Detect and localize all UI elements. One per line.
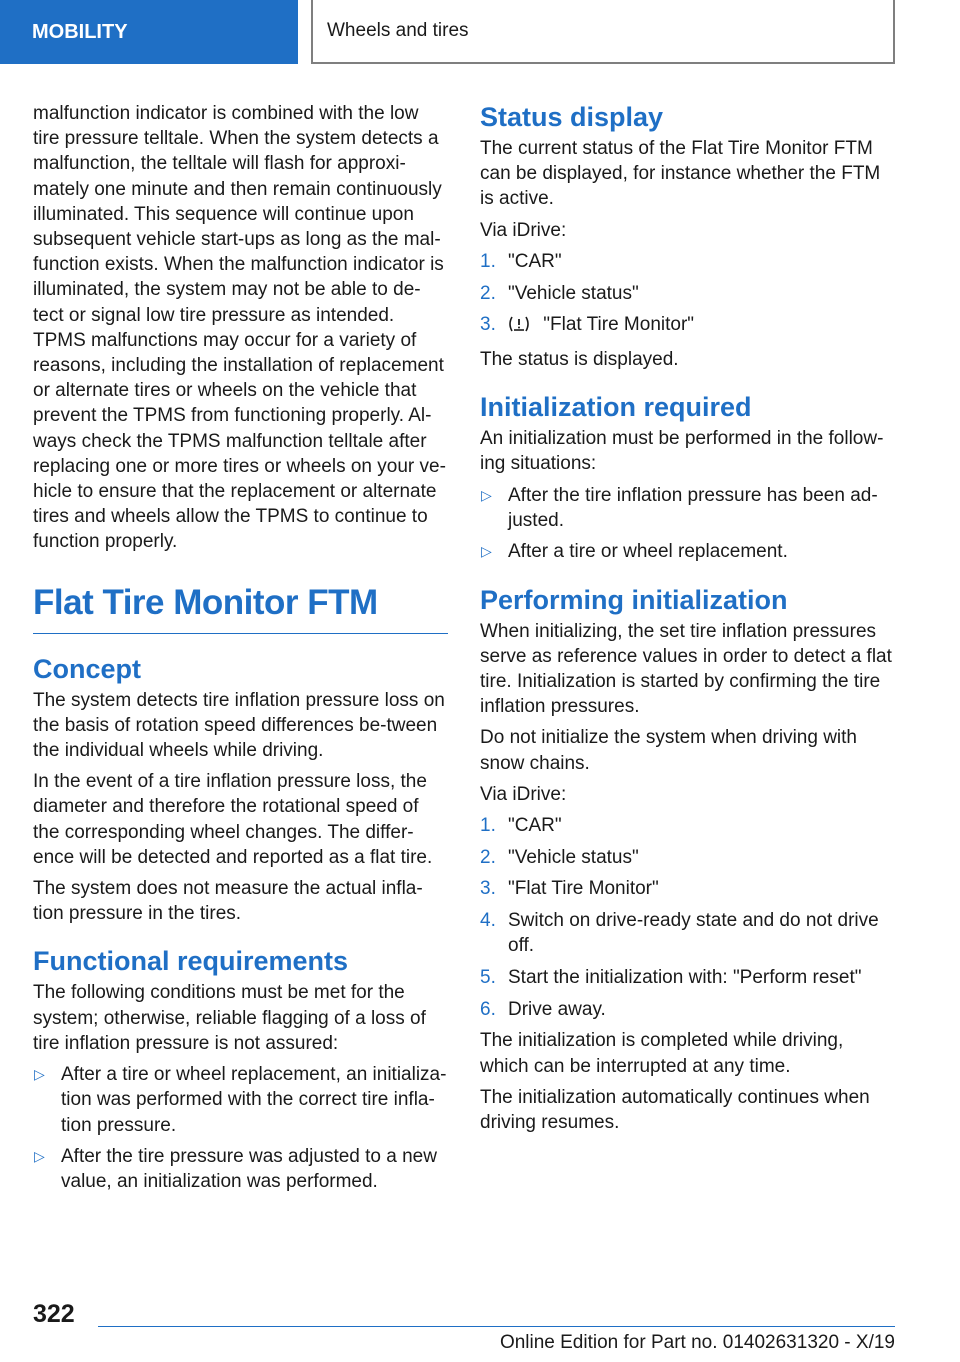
step-number: 1. (480, 815, 496, 837)
list-item (480, 483, 895, 533)
step-number: 4. (480, 910, 496, 932)
concept-paragraph: In the event of a tire inflation pressure loss, the diameter and therefore the rotational speed of the corresponding wheel changes. The differ-ence will be detected and reported as a flat tire. (33, 771, 433, 868)
step-text: "Flat Tire Monitor" (543, 314, 695, 336)
closing-paragraph: The initialization is completed while driving, which can be interrupted at any time. (480, 1030, 844, 1077)
step-text: "Flat Tire Monitor" (508, 878, 659, 900)
init-required-paragraph: An initialization must be performed in the follow-ing situations: (480, 428, 884, 475)
step-text: Drive away. (508, 998, 606, 1020)
page-number: 322 (33, 1300, 75, 1328)
init-required-bullet-list (480, 483, 895, 565)
step-text: Start the initialization with: "Perform reset" (508, 967, 862, 989)
list-item (480, 845, 895, 870)
list-item (480, 965, 895, 990)
list-item (480, 908, 895, 958)
concept-heading: Concept (33, 653, 141, 684)
step-text: "Vehicle status" (508, 282, 639, 304)
step-number: 3. (480, 878, 496, 900)
list-item-text: After a tire or wheel replacement, an initializa-tion was performed with the correct tire infla-tion pressure. (61, 1064, 447, 1136)
list-item (480, 312, 895, 340)
status-paragraph: The current status of the Flat Tire Monitor FTM can be displayed, for instance whether the FTM is active. (480, 138, 881, 210)
via-idrive-label: Via iDrive: (480, 219, 567, 241)
list-item-text: After the tire inflation pressure has been ad-justed. (508, 484, 878, 531)
list-item (480, 249, 895, 274)
functional-bullet-list (33, 1062, 448, 1195)
list-item (480, 813, 895, 838)
footer-divider (98, 1326, 895, 1327)
closing-paragraph: The initialization automatically continues when driving resumes. (480, 1086, 870, 1134)
via-idrive-label: Via iDrive: (480, 783, 567, 805)
list-item-text: After the tire pressure was adjusted to a new value, an initialization was performed. (61, 1146, 437, 1193)
initialization-required-heading: Initialization required (480, 392, 752, 423)
step-number: 3. (480, 314, 496, 336)
list-item-text: After a tire or wheel replacement. (508, 541, 788, 563)
step-text: Switch on drive-ready state and do not drive off. (508, 910, 879, 957)
step-text: "CAR" (508, 815, 562, 837)
list-item (33, 1062, 448, 1138)
footer-edition: Online Edition for Part no. 01402631320 - X/19 (499, 1332, 895, 1353)
intro-paragraph: malfunction indicator is combined with the low tire pressure telltale. When the system detects a malfunction, the telltale will flash for approxi-mately one minute and then remain continuously illuminated. This sequence will continue upon subsequent vehicle start-ups as long as the mal-function exists. When the malfunction indicator is illuminated, the system may not be able to de-tect or signal low tire pressure as intended. TPMS malfunctions may occur for a variety of reasons, including the installation of replacement or alternate tires or wheels on the vehicle that prevent the TPMS from functioning properly. Al-ways check the TPMS malfunction telltale after replacing one or more tires or wheels on your ve-hicle to ensure that the replacement or alternate tires and wheels allow the TPMS to continue to function properly. (33, 103, 446, 553)
concept-paragraph: The system does not measure the actual infla-tion pressure in the tires. (33, 878, 423, 925)
triangle-bullet-icon: ▷ (481, 543, 492, 560)
triangle-bullet-icon: ▷ (34, 1148, 45, 1165)
performing-paragraph: When initializing, the set tire inflation pressures serve as reference values in order to detect a flat tire. Initialization is started by confirming the tire inflation pressures. (480, 620, 892, 718)
step-text: "Vehicle status" (508, 846, 639, 868)
functional-requirements-heading: Functional requirements (33, 946, 349, 977)
triangle-bullet-icon: ▷ (481, 486, 492, 503)
left-column (33, 101, 448, 1201)
right-column (480, 101, 895, 1141)
performing-initialization-heading: Performing initialization (480, 584, 788, 615)
chapter-title: Wheels and tires (311, 0, 895, 64)
performing-steps-list (480, 813, 895, 1022)
list-item (480, 876, 895, 901)
status-steps-list (480, 249, 895, 341)
step-number: 2. (480, 846, 496, 868)
step-number: 2. (480, 282, 496, 304)
tire-pressure-warning-icon (508, 315, 530, 340)
step-number: 1. (480, 250, 496, 272)
list-item (480, 281, 895, 306)
performing-paragraph: Do not initialize the system when driving with snow chains. (480, 727, 858, 774)
list-item (480, 997, 895, 1022)
list-item (480, 539, 895, 564)
status-result: The status is displayed. (480, 348, 679, 370)
section-tab: MOBILITY (0, 0, 298, 64)
step-number: 6. (480, 998, 496, 1020)
list-item (33, 1144, 448, 1194)
concept-paragraph: The system detects tire inflation pressure loss on the basis of rotation speed differences be-tween the individual wheels while driving. (33, 689, 445, 762)
step-text: "CAR" (508, 250, 562, 272)
functional-paragraph: The following conditions must be met for the system; otherwise, reliable flagging of a loss of tire inflation pressure is not assured: (33, 982, 426, 1054)
step-number: 5. (480, 967, 496, 989)
triangle-bullet-icon: ▷ (34, 1066, 45, 1083)
chapter-heading: Flat Tire Monitor FTM (33, 581, 448, 634)
status-display-heading: Status display (480, 102, 664, 132)
